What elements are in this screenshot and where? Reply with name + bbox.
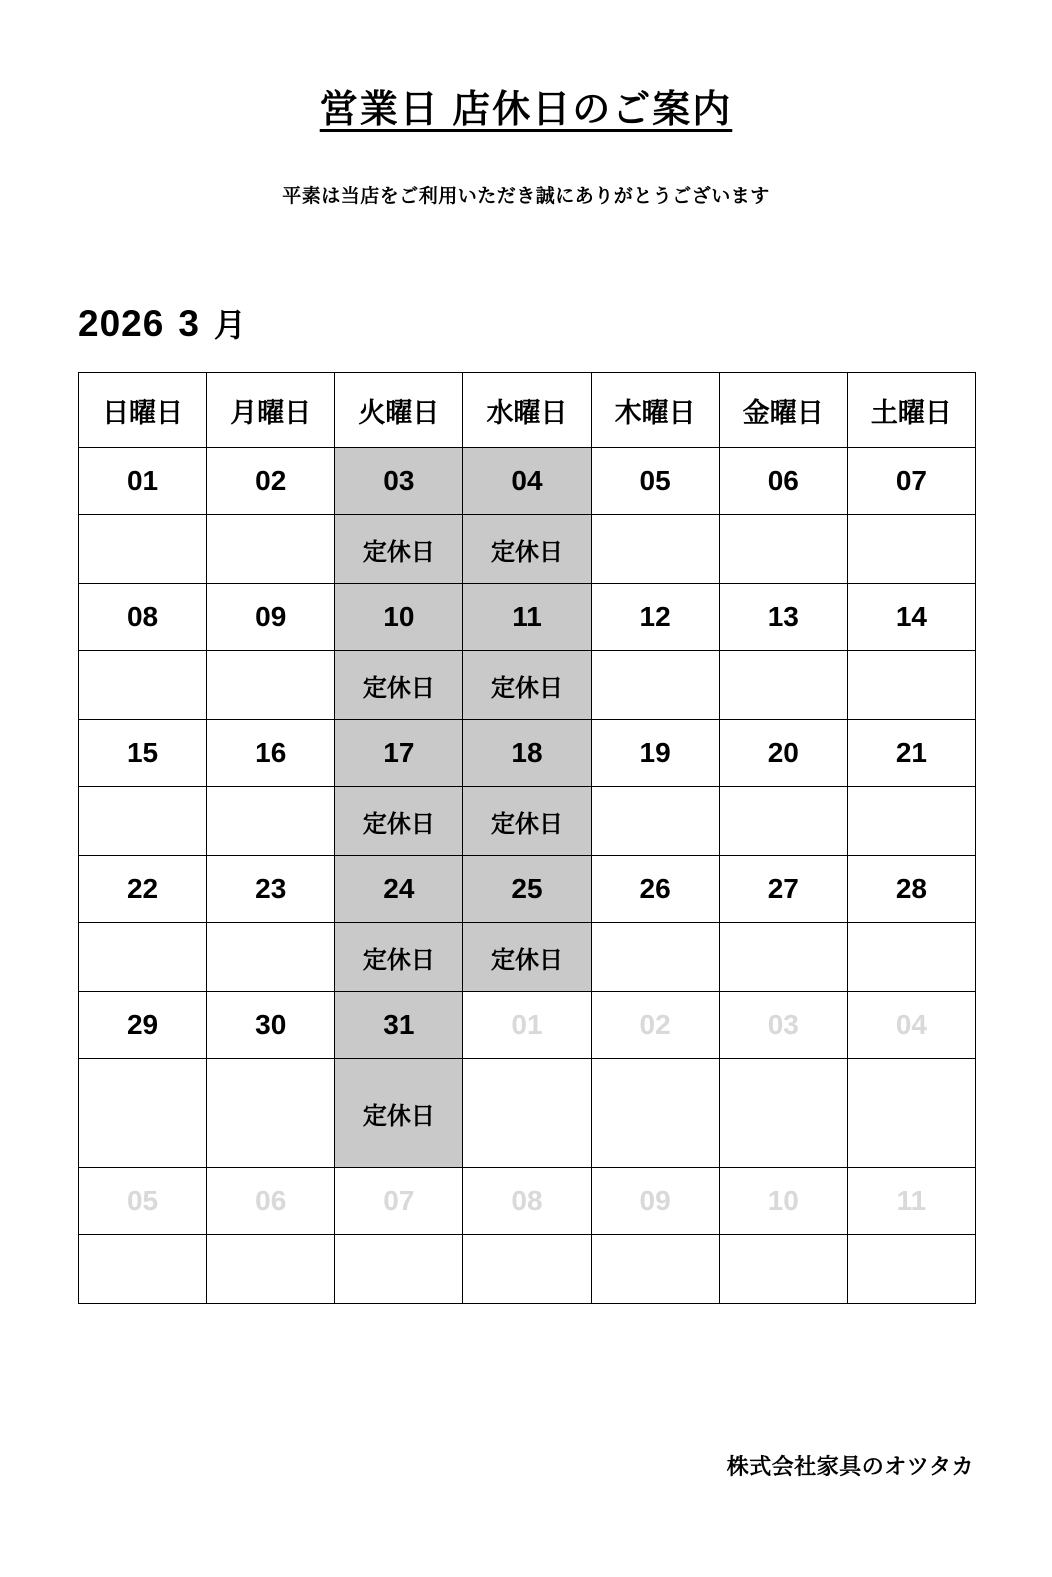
calendar-day-number: 08: [79, 584, 207, 651]
calendar-day-number: 13: [719, 584, 847, 651]
calendar-day-number: 05: [79, 1168, 207, 1235]
calendar-note-cell: [719, 651, 847, 720]
calendar-note-cell: [207, 1235, 335, 1304]
calendar-day-number: 04: [847, 992, 975, 1059]
calendar-day-number: 07: [847, 448, 975, 515]
calendar-note-cell: [847, 787, 975, 856]
calendar-note-cell: [847, 651, 975, 720]
calendar-week-numbers-row: [79, 992, 976, 1059]
calendar-day-number: 22: [79, 856, 207, 923]
calendar-note-cell: [719, 1235, 847, 1304]
calendar-week-numbers-row: [79, 448, 976, 515]
calendar-note-cell: [719, 787, 847, 856]
page-subtitle: 平素は当店をご利用いただき誠にありがとうございます: [282, 186, 770, 207]
calendar-closed-label: 定休日: [335, 923, 463, 992]
calendar-note-cell: [463, 1059, 591, 1168]
calendar-note-cell: [79, 1059, 207, 1168]
calendar-closed-label: 定休日: [463, 923, 591, 992]
calendar-week-notes-row: [79, 923, 976, 992]
year-label: 2026: [78, 303, 165, 344]
calendar-closed-label: 定休日: [463, 515, 591, 584]
calendar-note-cell: [847, 1059, 975, 1168]
calendar-closed-label: 定休日: [463, 651, 591, 720]
calendar-week-numbers-row: [79, 856, 976, 923]
calendar-day-number: 18: [463, 720, 591, 787]
calendar-day-number: 07: [335, 1168, 463, 1235]
calendar-note-cell: [79, 1235, 207, 1304]
weekday-header-wed: 水曜日: [463, 373, 591, 448]
calendar-week-notes-row: [79, 651, 976, 720]
calendar-week-notes-row: [79, 1235, 976, 1304]
calendar-week-notes-row: [79, 787, 976, 856]
calendar-day-number: 28: [847, 856, 975, 923]
calendar-note-cell: [79, 651, 207, 720]
calendar-note-cell: [207, 651, 335, 720]
calendar-day-number: 02: [207, 448, 335, 515]
calendar-week-numbers-row: [79, 720, 976, 787]
calendar-day-number: 02: [591, 992, 719, 1059]
calendar-note-cell: [591, 515, 719, 584]
calendar-closed-label: 定休日: [463, 787, 591, 856]
calendar-day-number: 11: [847, 1168, 975, 1235]
calendar-day-number: 10: [335, 584, 463, 651]
calendar-note-cell: [719, 1059, 847, 1168]
calendar-day-number: 01: [463, 992, 591, 1059]
calendar-day-number: 08: [463, 1168, 591, 1235]
calendar-note-cell: [79, 515, 207, 584]
calendar-day-number: 27: [719, 856, 847, 923]
company-name: 株式会社家具のオツタカ: [726, 1454, 974, 1479]
calendar-week-notes-row: [79, 515, 976, 584]
calendar-day-number: 03: [335, 448, 463, 515]
calendar-day-number: 09: [207, 584, 335, 651]
calendar-note-cell: [591, 651, 719, 720]
calendar-day-number: 21: [847, 720, 975, 787]
calendar-note-cell: [207, 515, 335, 584]
calendar-header-row: [79, 373, 976, 448]
calendar-day-number: 29: [79, 992, 207, 1059]
calendar-day-number: 16: [207, 720, 335, 787]
calendar-note-cell: [207, 923, 335, 992]
calendar-note-cell: [847, 1235, 975, 1304]
calendar-day-number: 04: [463, 448, 591, 515]
calendar-day-number: 25: [463, 856, 591, 923]
calendar-week-numbers-row: [79, 584, 976, 651]
calendar-day-number: 03: [719, 992, 847, 1059]
weekday-header-fri: 金曜日: [719, 373, 847, 448]
calendar-note-cell: [79, 923, 207, 992]
calendar-note-cell: [847, 923, 975, 992]
calendar-day-number: 15: [79, 720, 207, 787]
calendar-day-number: 20: [719, 720, 847, 787]
weekday-header-mon: 月曜日: [207, 373, 335, 448]
calendar-closed-label: 定休日: [335, 787, 463, 856]
calendar-day-number: 31: [335, 992, 463, 1059]
weekday-header-sat: 土曜日: [847, 373, 975, 448]
calendar-day-number: 30: [207, 992, 335, 1059]
page-title: 営業日 店休日のご案内: [319, 89, 733, 131]
calendar-day-number: 19: [591, 720, 719, 787]
calendar-day-number: 01: [79, 448, 207, 515]
weekday-header-sun: 日曜日: [79, 373, 207, 448]
calendar-note-cell: [463, 1235, 591, 1304]
calendar-note-cell: [591, 787, 719, 856]
calendar-closed-label: 定休日: [335, 1059, 463, 1168]
calendar-week-numbers-row: [79, 1168, 976, 1235]
calendar-week-notes-row: [79, 1059, 976, 1168]
calendar-day-number: 17: [335, 720, 463, 787]
calendar-day-number: 11: [463, 584, 591, 651]
calendar-note-cell: [591, 923, 719, 992]
calendar-closed-label: 定休日: [335, 515, 463, 584]
document-page: [0, 78, 1052, 1577]
calendar-note-cell: [207, 1059, 335, 1168]
month-number-label: 3: [178, 303, 200, 344]
calendar-note-cell: [591, 1059, 719, 1168]
calendar-day-number: 05: [591, 448, 719, 515]
calendar-note-cell: [335, 1235, 463, 1304]
calendar-day-number: 06: [719, 448, 847, 515]
calendar-day-number: 09: [591, 1168, 719, 1235]
calendar-day-number: 23: [207, 856, 335, 923]
calendar-day-number: 06: [207, 1168, 335, 1235]
calendar-note-cell: [591, 1235, 719, 1304]
month-suffix-label: 月: [213, 307, 246, 343]
calendar-day-number: 24: [335, 856, 463, 923]
calendar-table: [78, 372, 976, 1304]
weekday-header-tue: 火曜日: [335, 373, 463, 448]
calendar-body: [79, 448, 976, 1304]
calendar-closed-label: 定休日: [335, 651, 463, 720]
calendar-day-number: 12: [591, 584, 719, 651]
weekday-header-thu: 木曜日: [591, 373, 719, 448]
calendar-note-cell: [207, 787, 335, 856]
calendar-note-cell: [847, 515, 975, 584]
calendar-day-number: 10: [719, 1168, 847, 1235]
month-heading: [78, 300, 1052, 346]
calendar-container: [78, 372, 976, 1304]
calendar-note-cell: [79, 787, 207, 856]
calendar-note-cell: [719, 515, 847, 584]
calendar-day-number: 14: [847, 584, 975, 651]
calendar-day-number: 26: [591, 856, 719, 923]
calendar-note-cell: [719, 923, 847, 992]
